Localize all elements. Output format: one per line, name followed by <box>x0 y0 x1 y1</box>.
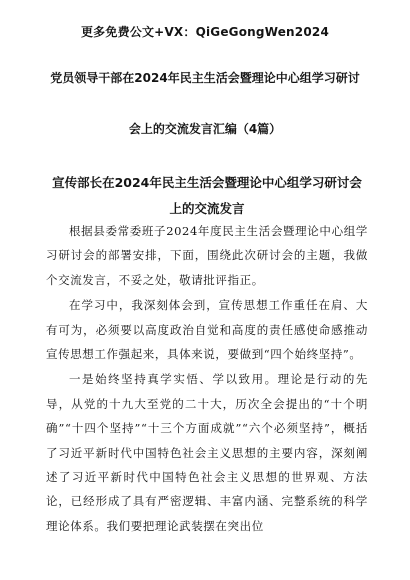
document-title-line-2: 会上的交流发言汇编（4篇） <box>128 122 282 136</box>
section-title: 宣传部长在2024年民主生活会暨理论中心组学习研讨会上的交流发言 <box>52 175 362 216</box>
body-text <box>46 219 368 538</box>
paragraph-2: 在学习中，我深刻体会到，宣传思想工作重任在肩、大有可为，必须要以高度政治自觉和高度的责任感使命感推动宣传思想工作强起来，具体来说，要做到“四个始终坚持”。 <box>46 298 368 362</box>
promo-header: 更多免费公文+VX：QiGeGongWen2024 <box>80 25 329 39</box>
paragraph-1: 根据县委常委班子2024年度民主生活会暨理论中心组学习研讨会的部署安排，下面，围绕此次研讨会的主题，我做个交流发言，不妥之处，敬请批评指正。 <box>46 224 368 287</box>
paragraph-3: 一是始终坚持真学实悟、学以致用。理论是行动的先导，从党的十九大至党的二十大，历次全会提出的“十个明确”“十四个坚持”“十三个方面成就”“六个必须坚持”，概括了习近平新时代中国特色社会主义思想的主要内容，深刻阐述了习近平新时代中国特色社会主义思想的世界观、方法论，已经形成了具有严密逻辑、丰富内涵、完整系统的科学理论体系。我们要把理论武装摆在突出位 <box>46 372 368 533</box>
document-title-line-1: 党员领导干部在2024年民主生活会暨理论中心组学习研讨 <box>50 71 360 85</box>
